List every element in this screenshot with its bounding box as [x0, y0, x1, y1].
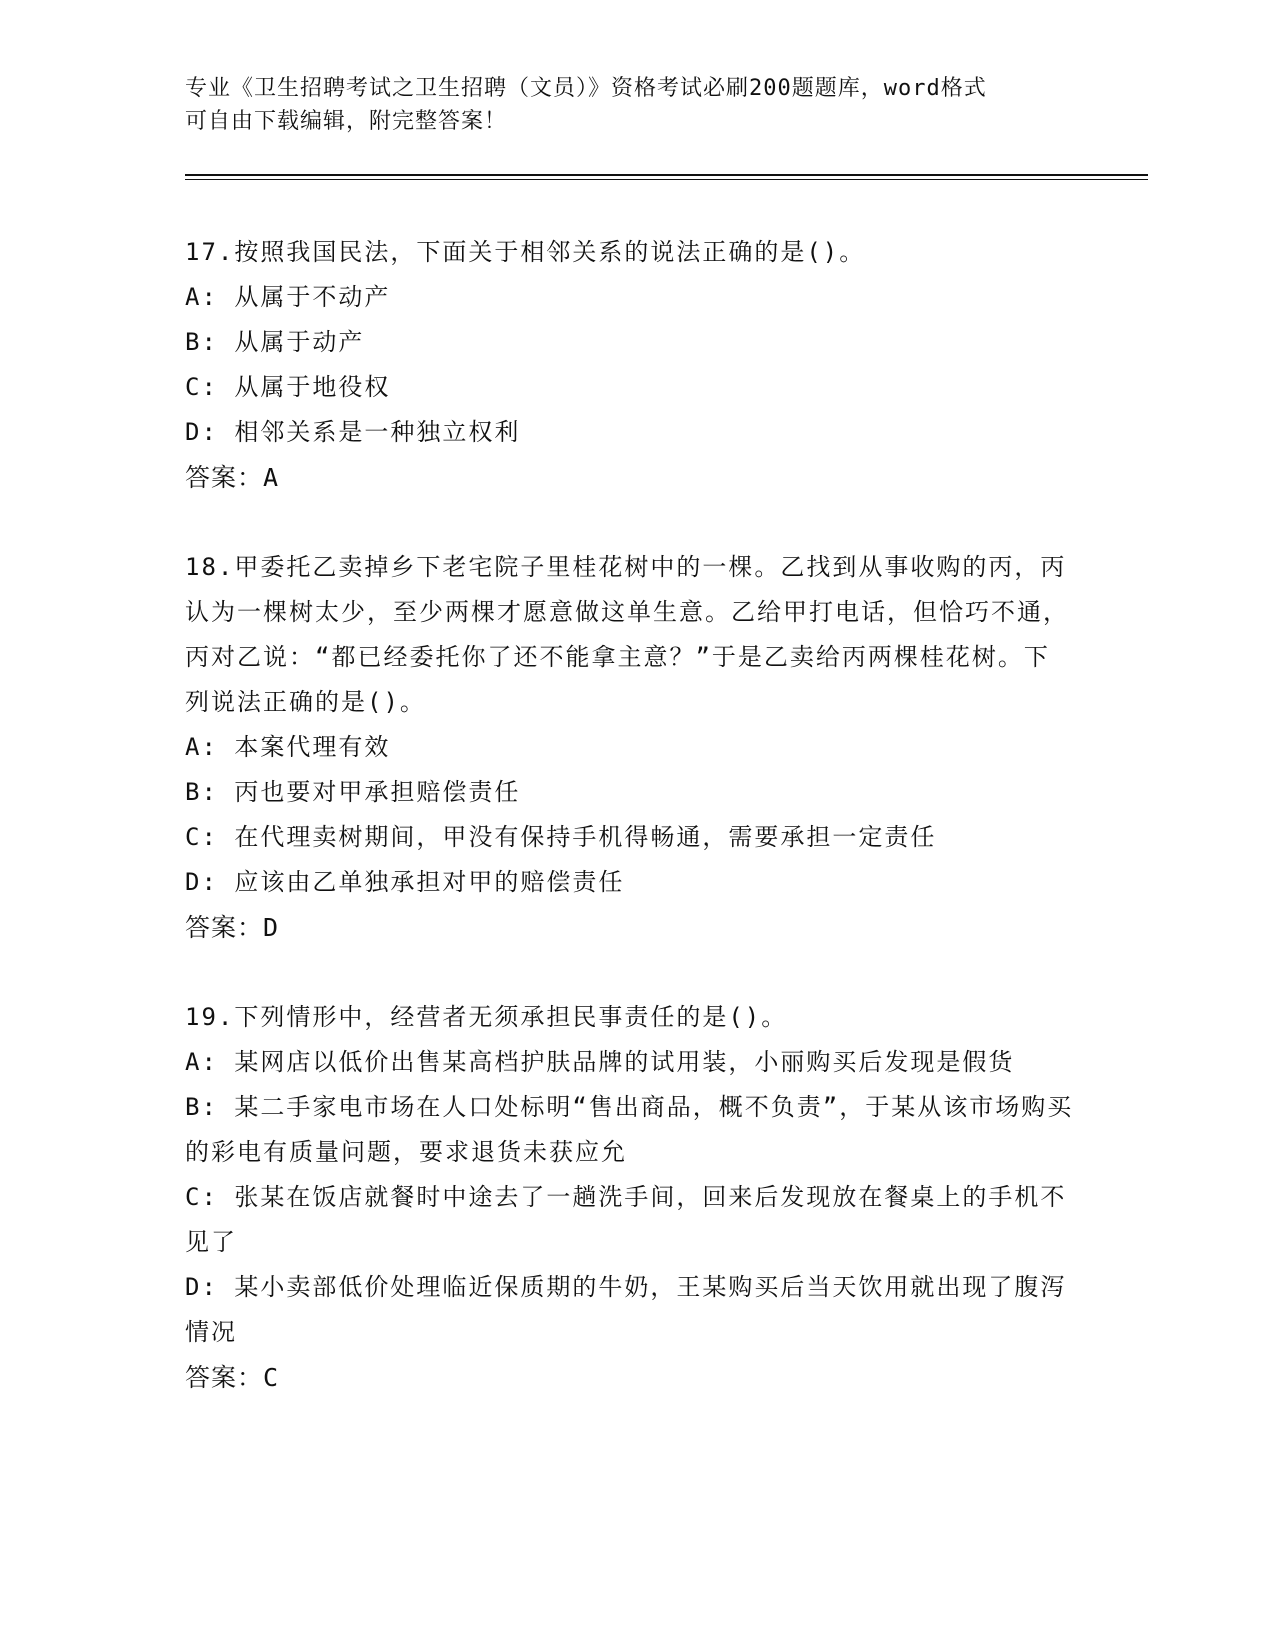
option-c: C: 张某在饭店就餐时中途去了一趟洗手间，回来后发现放在餐桌上的手机不见了	[185, 1183, 1067, 1256]
option-a: A: 从属于不动产	[185, 283, 391, 311]
document-header	[185, 72, 1085, 138]
question-text: 18.甲委托乙卖掉乡下老宅院子里桂花树中的一棵。乙找到从事收购的丙，丙认为一棵树太少，至少两棵才愿意做这单生意。乙给甲打电话，但恰巧不通，丙对乙说：“都已经委托你了还不能拿主意？”于是乙卖给丙两棵桂花树。下列说法正确的是()。	[185, 553, 1069, 716]
answer-line	[185, 905, 1075, 950]
option-d: D: 相邻关系是一种独立权利	[185, 418, 521, 446]
header-divider-thin	[185, 179, 1148, 180]
answer-line	[185, 1355, 1075, 1400]
header-line-2: 可自由下载编辑，附完整答案！	[185, 109, 508, 134]
answer-label: 答案：	[185, 913, 264, 942]
question-text: 17.按照我国民法，下面关于相邻关系的说法正确的是()。	[185, 238, 866, 266]
header-line-1: 专业《卫生招聘考试之卫生招聘（文员）》资格考试必刷200题题库，word格式	[185, 76, 987, 101]
option-d: D: 应该由乙单独承担对甲的赔偿责任	[185, 868, 625, 896]
question-18	[185, 545, 1075, 950]
option-d: D: 某小卖部低价处理临近保质期的牛奶，王某购买后当天饮用就出现了腹泻情况	[185, 1273, 1067, 1346]
answer-label: 答案：	[185, 463, 264, 492]
option-b: B: 从属于动产	[185, 328, 365, 356]
question-text: 19.下列情形中，经营者无须承担民事责任的是()。	[185, 1003, 788, 1031]
header-divider-thick	[185, 174, 1148, 176]
answer-label: 答案：	[185, 1363, 264, 1392]
question-19	[185, 995, 1075, 1400]
question-list	[185, 230, 1075, 1400]
question-spacer	[185, 500, 1075, 545]
answer-line	[185, 455, 1075, 500]
option-c: C: 在代理卖树期间，甲没有保持手机得畅通，需要承担一定责任	[185, 823, 937, 851]
option-b: B: 丙也要对甲承担赔偿责任	[185, 778, 521, 806]
option-a: A: 某网店以低价出售某高档护肤品牌的试用装，小丽购买后发现是假货	[185, 1048, 1015, 1076]
option-c: C: 从属于地役权	[185, 373, 391, 401]
option-a: A: 本案代理有效	[185, 733, 391, 761]
question-spacer	[185, 950, 1075, 995]
answer-value: C	[263, 1363, 280, 1392]
question-17	[185, 230, 1075, 500]
answer-value: A	[263, 463, 280, 492]
answer-value: D	[263, 913, 280, 942]
option-b: B: 某二手家电市场在人口处标明“售出商品，概不负责”，于某从该市场购买的彩电有质量问题，要求退货未获应允	[185, 1093, 1074, 1166]
